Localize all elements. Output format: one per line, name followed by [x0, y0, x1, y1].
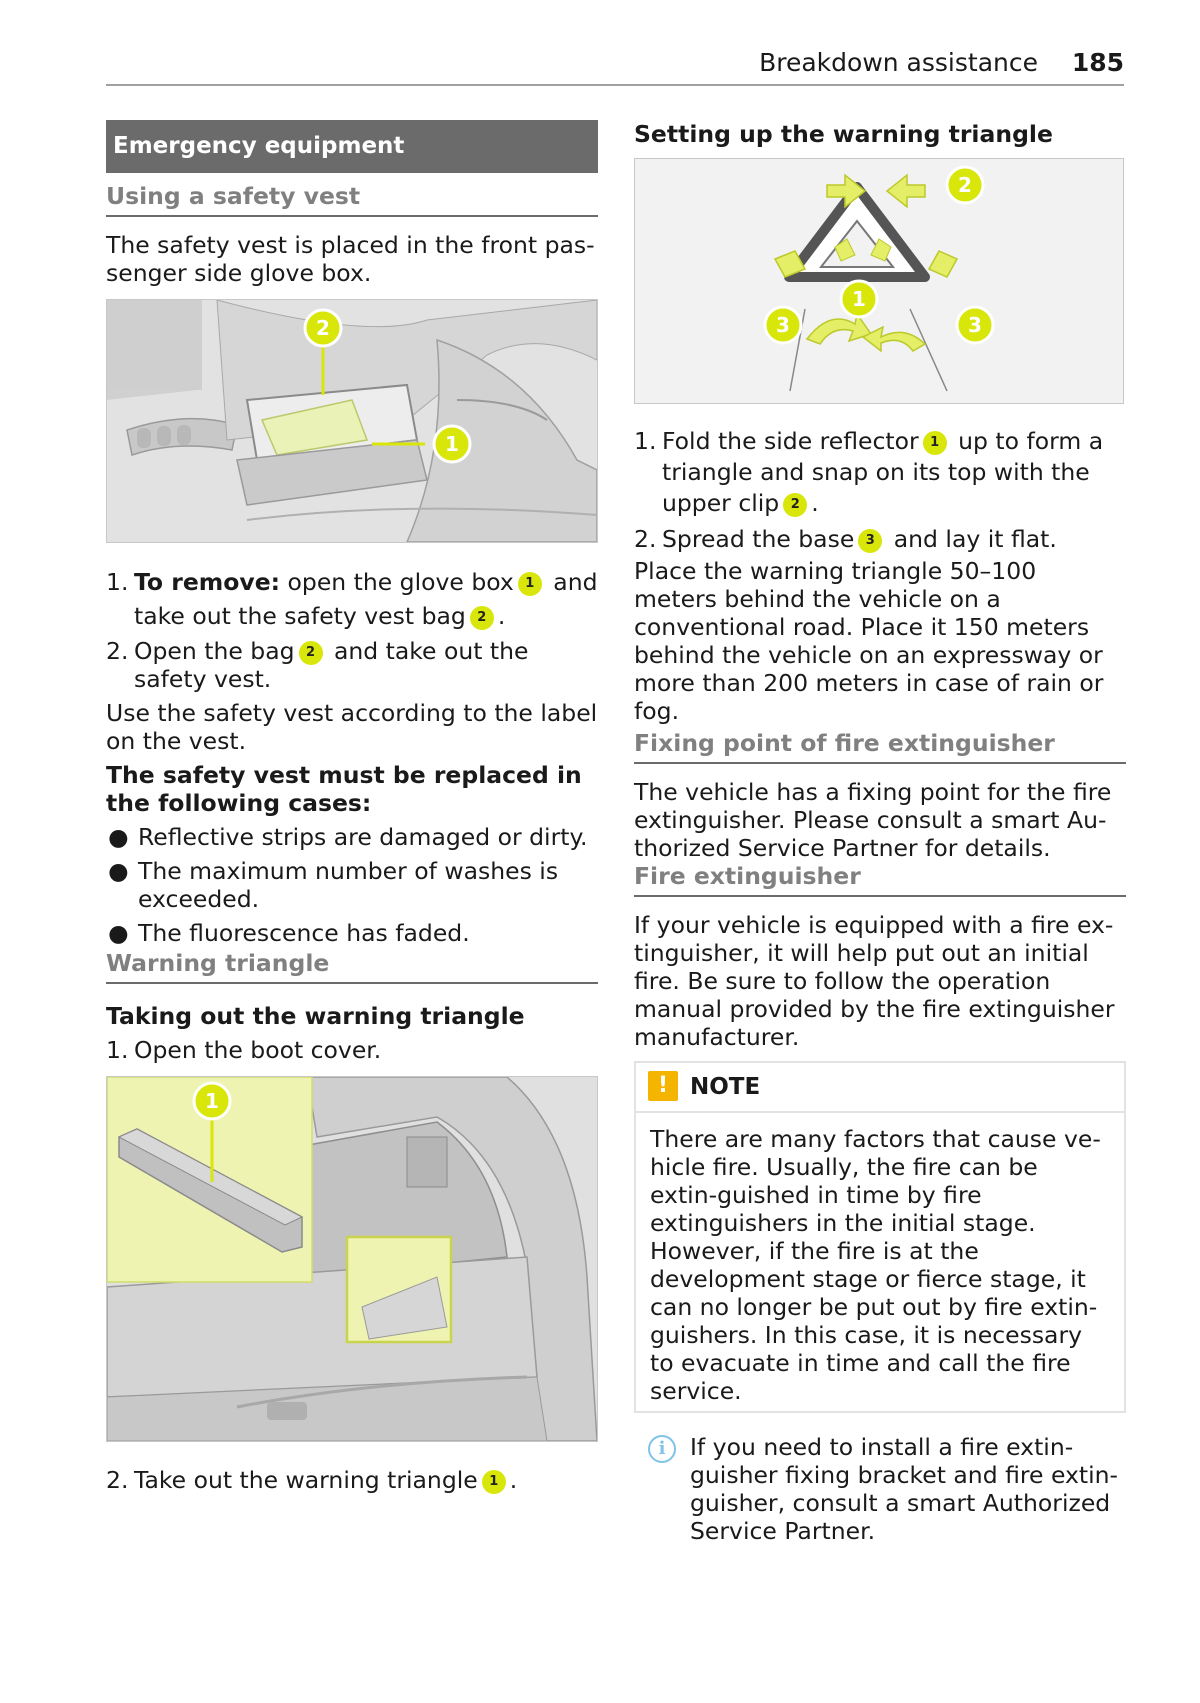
chapter-band: Emergency equipment	[106, 120, 598, 173]
setup-heading: Setting up the warning triangle	[634, 120, 1053, 148]
page-header	[106, 40, 1124, 86]
callout-2: 2	[299, 641, 323, 665]
heading-safety-vest: Using a safety vest	[106, 173, 598, 217]
callout-3: 3	[858, 529, 882, 553]
figure-callout-1: 1	[205, 1089, 219, 1113]
left-column	[106, 120, 598, 1494]
note-box	[634, 1061, 1126, 1413]
figure-callout-3: 3	[776, 313, 790, 337]
warning-icon: !	[648, 1071, 678, 1101]
page-number: 185	[1071, 48, 1124, 77]
boot-figure	[106, 1076, 598, 1442]
note-title: NOTE	[690, 1074, 761, 1100]
triangle-setup-figure	[634, 158, 1124, 404]
vest-usage: Use the safety vest according to the label on the vest.	[106, 699, 598, 755]
callout-2: 2	[783, 493, 807, 517]
placement-text: Place the warning triangle 50–100 meters behind the vehicle on a conventional road. Place it 150 meters behind the vehicle on an expressway or more than 200 meters in case of rain or fog.	[634, 557, 1104, 725]
note-body	[636, 1113, 1124, 1411]
note-header	[636, 1063, 1124, 1113]
figure-callout-2: 2	[316, 316, 330, 340]
heading-fixing-point: Fixing point of fire extinguisher	[634, 725, 1126, 764]
section-title: Breakdown assistance	[759, 48, 1038, 77]
glovebox-illustration	[107, 300, 597, 542]
figure-callout-2: 2	[958, 173, 972, 197]
vest-step-2: 2. Open the bag 2 and take out the safety vest.	[106, 637, 529, 693]
extinguisher-text: If your vehicle is equipped with a fire ex-tinguisher, it will help put out an initial fire. Be sure to follow the operation manual provided by the fire extinguisher manufacturer.	[634, 911, 1115, 1051]
callout-1: 1	[482, 1470, 506, 1494]
replace-heading: The safety vest must be replaced in the following cases:	[106, 761, 582, 817]
info-icon: i	[648, 1435, 676, 1463]
vest-step-1: 1. To remove: open the glove box 1 and take out the safety vest bag 2 .	[106, 568, 598, 630]
heading-fire-extinguisher: Fire extinguisher	[634, 862, 1126, 897]
bullet-item: ● The fluorescence has faded.	[108, 919, 470, 947]
info-text: If you need to install a fire extin-guisher fixing bracket and fire extin-guisher, consult a smart Authorized Service Partner.	[690, 1433, 1119, 1545]
vest-intro: The safety vest is placed in the front pas-senger side glove box.	[106, 231, 595, 287]
figure-callout-3: 3	[968, 313, 982, 337]
callout-1: 1	[923, 431, 947, 455]
triangle-step-1: 1. Open the boot cover.	[106, 1036, 382, 1064]
triangle-step-2: 2. Take out the warning triangle 1 .	[106, 1466, 518, 1494]
callout-2: 2	[470, 606, 494, 630]
boot-illustration	[107, 1077, 597, 1441]
glovebox-figure	[106, 299, 598, 543]
callout-1: 1	[518, 572, 542, 596]
setup-step-1: 1. Fold the side reflector 1 up to form a triangle and snap on its top with the upper clip 2 .	[634, 427, 1104, 517]
taking-out-heading: Taking out the warning triangle	[106, 1002, 525, 1030]
bullet-item: ● The maximum number of washes is exceeded.	[108, 857, 559, 913]
right-column	[634, 120, 1126, 1545]
setup-step-2: 2. Spread the base 3 and lay it flat.	[634, 525, 1057, 553]
bullet-item: ● Reflective strips are damaged or dirty.	[108, 823, 588, 851]
figure-callout-1: 1	[445, 432, 459, 456]
heading-warning-triangle: Warning triangle	[106, 947, 598, 984]
triangle-illustration	[635, 159, 1123, 403]
note-text: There are many factors that cause ve-hicle fire. Usually, the fire can be extin-guished in time by fire extinguishers in the initial stage. However, if the fire is at the development stage or fierce stage, it can no longer be put out by fire extin-guishers. In this case, it is necessary to evacuate in time and call the fire service.	[650, 1125, 1101, 1405]
fixing-text: The vehicle has a fixing point for the fire extinguisher. Please consult a smart Au-thorized Service Partner for details.	[634, 778, 1112, 862]
figure-callout-1: 1	[852, 287, 866, 311]
info-note	[634, 1433, 1126, 1545]
